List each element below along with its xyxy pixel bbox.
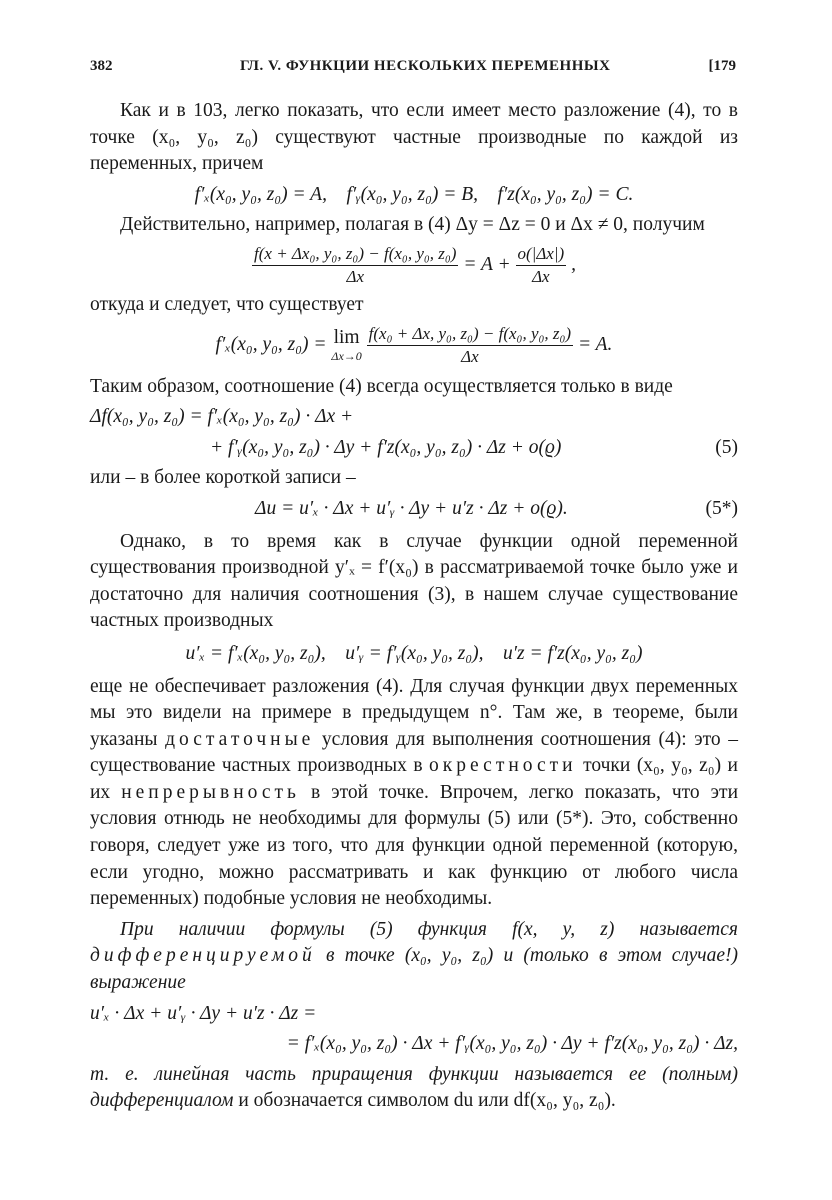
paragraph-7	[90, 674, 738, 913]
p9-italic-definition: т. е. линейная часть приращения функции называется ее (полным) дифференциалом	[90, 1063, 738, 1112]
fraction-1-numerator: f(x + Δx₀, y₀, z₀) − f(x₀, y₀, z₀)	[252, 243, 458, 266]
fraction-1	[252, 243, 458, 288]
limit-end: = A.	[573, 333, 613, 355]
equation-5-line-1: Δf(x₀, y₀, z₀) = f′ₓ(x₀, y₀, z₀) · Δx +	[90, 406, 354, 428]
equation-end: ,	[566, 253, 576, 275]
paragraph-4: Таким образом, соотношение (4) всегда осуществляется только в виде	[90, 375, 673, 397]
limit-denominator: Δx	[461, 346, 479, 366]
equation-limit	[90, 323, 738, 368]
paragraph-2: Действительно, например, полагая в (4) Δy = Δz = 0 и Δx ≠ 0, получим	[120, 214, 705, 236]
equation-5-line-2	[90, 435, 738, 462]
equation-differential-line-1: u′ₓ · Δx + u′ᵧ · Δy + u′z · Δz =	[90, 1002, 317, 1024]
chapter-title: ГЛ. V. ФУНКЦИИ НЕСКОЛЬКИХ ПЕРЕМЕННЫХ	[240, 58, 611, 74]
equation-5star	[90, 496, 738, 523]
paragraph-1: Как и в 103, легко показать, что если имеет место разложение (4), то в точке (x₀, y₀, z₀) существуют частные производные по каждой из переменных, причем	[90, 100, 738, 175]
paragraph-8	[90, 917, 738, 997]
equation-partials-u: u′ₓ = f′ₓ(x₀, y₀, z₀), u′ᵧ = f′ᵧ(x₀, y₀, z₀), u′z = f′z(x₀, y₀, z₀)	[185, 642, 643, 664]
p8-part-a: При наличии формулы (5) функция f(x, y, z) называется	[120, 918, 738, 940]
p7-part-c: условия для выполнения соотношения (4): это – существование частных производных в	[90, 728, 738, 777]
paragraph-5: или – в более короткой записи –	[90, 467, 356, 489]
limit-word: lim	[333, 327, 360, 349]
equation-partial-derivatives: f′ₓ(x₀, y₀, z₀) = A, f′ᵧ(x₀, y₀, z₀) = B, f′z(x₀, y₀, z₀) = C.	[194, 183, 634, 205]
fraction-2-denominator: Δx	[532, 266, 550, 286]
p8-spaced-differentiable: дифференцируемой	[90, 945, 316, 967]
page-content	[90, 98, 738, 1115]
paragraph-9	[90, 1062, 738, 1115]
section-number: [179	[708, 58, 736, 74]
p7-part-e: точки (x₀, y₀, z₀) и их	[90, 755, 738, 803]
fraction-2-numerator: o(|Δx|)	[516, 243, 567, 266]
equation-differential-line-2: = f′ₓ(x₀, y₀, z₀) · Δx + f′ᵧ(x₀, y₀, z₀) · Δy + f′z(x₀, y₀, z₀) · Δz,	[286, 1033, 738, 1055]
fraction-2	[516, 243, 567, 288]
limit-fraction	[367, 323, 573, 368]
paragraph-3: откуда и следует, что существует	[90, 293, 364, 315]
p8-part-c: в точке (x₀, y₀, z₀) и (только в этом случае!) выражение	[90, 945, 738, 994]
running-header	[90, 58, 738, 84]
p7-part-a: еще не обеспечивает разложения (4). Для случая функции двух переменных мы это видели на примере в предыдущем n°. Там же, в теореме, были указаны	[90, 675, 738, 750]
equation-5-tag: (5)	[715, 436, 738, 458]
limit-subscript: Δx→0	[331, 349, 362, 364]
equation-5star-tag: (5*)	[705, 497, 738, 519]
p7-part-g: в этой точке. Впрочем, легко показать, что эти условия отнюдь не необходимы для формулы (5) или (5*). Это, собственно говоря, следует уже из того, что для функции одной переменной (которую, если угодно, можно рассматривать и как функцию от любого числа переменных) подобные условия не необходимы.	[90, 781, 739, 910]
equation-5star-body: Δu = u′ₓ · Δx + u′ᵧ · Δy + u′z · Δz + o(ϱ).	[255, 497, 568, 519]
p7-spaced-sufficient: достаточные	[165, 728, 315, 750]
p9-part-b: и обозначается символом du или df(x₀, y₀, z₀).	[233, 1090, 616, 1112]
page-number: 382	[90, 58, 113, 74]
equation-difference-quotient	[90, 243, 738, 288]
limit-operator	[331, 327, 361, 363]
p7-spaced-continuity: непрерывность	[121, 781, 300, 803]
fraction-1-denominator: Δx	[346, 266, 365, 286]
limit-numerator: f(x₀ + Δx, y₀, z₀) − f(x₀, y₀, z₀)	[367, 323, 573, 346]
equation-5-body: + f′ᵧ(x₀, y₀, z₀) · Δy + f′z(x₀, y₀, z₀) · Δz + o(ϱ)	[210, 436, 562, 458]
equation-mid: = A +	[458, 253, 516, 275]
limit-left: f′ₓ(x₀, y₀, z₀) =	[215, 333, 332, 355]
paragraph-6: Однако, в то время как в случае функции одной переменной существования производной y′ₓ = f′(x₀) в рассматриваемой точке было уже и достаточно для наличия соотношения (3), в нашем случае существование частных производных	[90, 530, 738, 632]
p7-spaced-neighborhood: окрестности	[429, 755, 577, 777]
